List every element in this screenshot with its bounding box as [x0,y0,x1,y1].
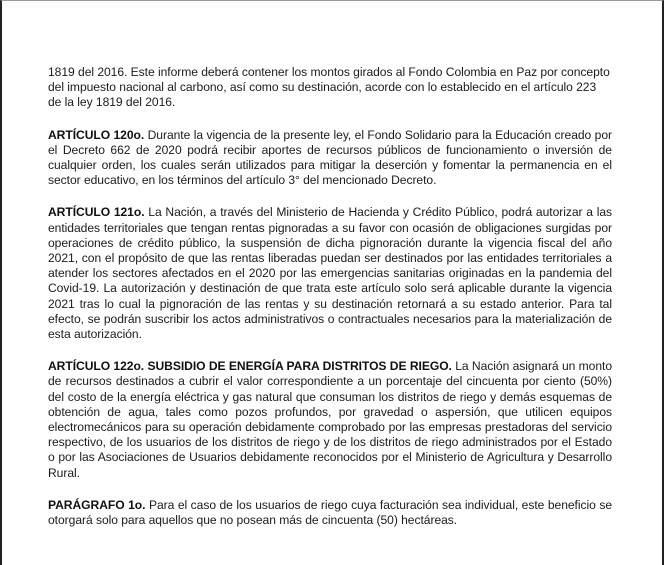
intro-paragraph: 1819 del 2016. Este informe deberá contener los montos girados al Fondo Colombia en Paz por concepto del impuesto nacional al carbono, así como su destinación, acorde con lo establecido en el artículo 223 de la ley 1819 del 2016. [48,65,610,110]
article-121-heading: ARTÍCULO 121o. [48,205,145,220]
paragrafo-1-text: Para el caso de los usuarios de riego cuya facturación sea individual, este beneficio se otorgará solo para aquellos que no posean más de cincuenta (50) hectáreas. [48,497,612,528]
paragrafo-1 [48,498,612,528]
article-121 [48,205,612,342]
article-122-heading: ARTÍCULO 122o. SUBSIDIO DE ENERGÍA PARA DISTRITOS DE RIEGO. [48,359,452,374]
paragrafo-1-heading: PARÁGRAFO 1o. [48,497,146,512]
article-122 [48,359,612,481]
article-122-text: La Nación asignará un monto de recursos destinados a cubrir el valor correspondiente a un porcentaje del cincuenta por ciento (50%) del costo de la energía eléctrica y gas natural que consuman los distritos de riego y demás esquemas de obtención de agua, tales como pozos profundos, por gravedad o aspersión, que utilicen equipos electromecánicos para su operación debidamente comprobado por las empresas prestadoras del servicio respectivo, de los usuarios de los distritos de riego y de los distritos de riego administrados por el Estado o por las Asociaciones de Usuarios debidamente reconocidos por el Ministerio de Agricultura y Desarrollo Rural. [48,359,613,480]
article-120-heading: ARTÍCULO 120o. [48,127,145,142]
document-body [48,65,612,528]
article-120-text: Durante la vigencia de la presente ley, el Fondo Solidario para la Educación creado por el Decreto 662 de 2020 podrá recibir aportes de recursos públicos de funcionamiento o inversión de cualquier orden, los cuales serán utilizados para mitigar la deserción y fomentar la permanencia en el sector educativo, en los términos del artículo 3° del mencionado Decreto. [48,127,612,188]
article-121-text: La Nación, a través del Ministerio de Hacienda y Crédito Público, podrá autorizar a las entidades territoriales que tengan rentas pignoradas a su favor con ocasión de obligaciones surgidas por operaciones de crédito público, la suspensión de dicha pignoración durante la vigencia fiscal del año 2021, con el propósito de que las rentas liberadas puedan ser destinados por las entidades territoriales a atender los sectores afectados en el 2020 por las emergencias sanitarias originadas en la pandemia del Covid-19. La autorización y destinación de que trata este artículo solo será aplicable durante la vigencia 2021 tras lo cual la pignoración de las rentas y su destinación retornará a su estado anterior. Para tal efecto, se podrán suscribir los actos administrativos o contractuales necesarios para la materialización de esta autorización. [48,205,613,342]
article-120 [48,128,612,189]
